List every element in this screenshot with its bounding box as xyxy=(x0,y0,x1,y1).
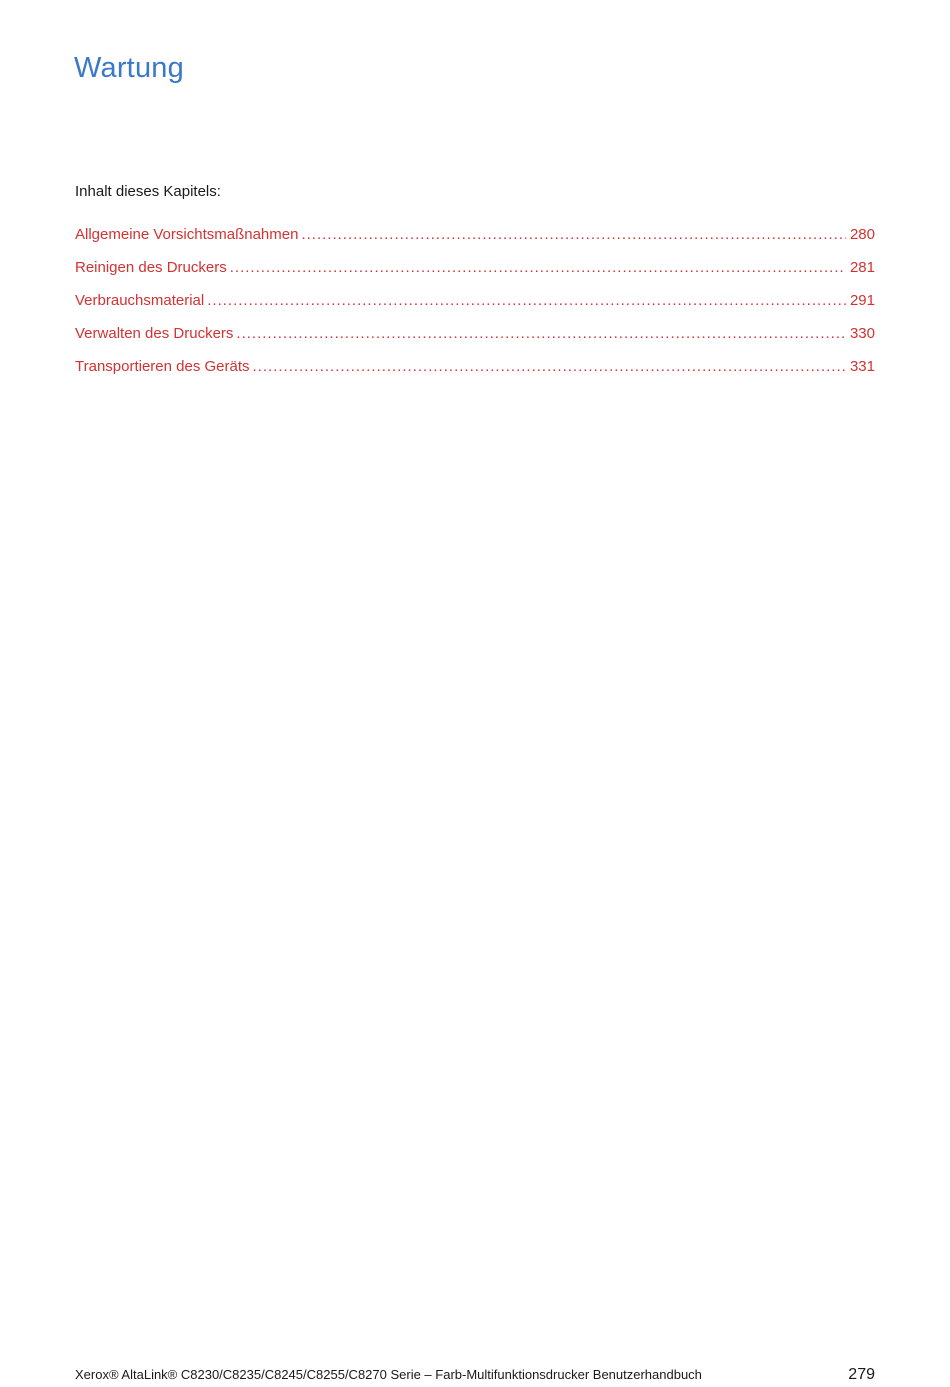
toc-dot-leader xyxy=(230,259,846,276)
toc-entry-managing-printer[interactable] xyxy=(75,325,875,358)
toc-dot-leader xyxy=(253,358,846,375)
toc-entry-page: 291 xyxy=(849,292,875,309)
toc-dot-leader xyxy=(207,292,846,309)
footer-document-title: Xerox® AltaLink® C8230/C8235/C8245/C8255/C8270 Serie – Farb-Multifunktionsdrucker Benutzerhandbuch xyxy=(75,1367,702,1382)
toc-entry-page: 330 xyxy=(849,325,875,342)
toc-dot-leader xyxy=(301,226,846,243)
footer-page-number: 279 xyxy=(848,1366,875,1383)
toc-entry-page: 280 xyxy=(849,226,875,243)
toc-dot-leader xyxy=(236,325,846,342)
toc-intro: Inhalt dieses Kapitels: xyxy=(75,183,221,200)
toc-entry-general-precautions[interactable] xyxy=(75,226,875,259)
chapter-title: Wartung xyxy=(74,52,184,84)
toc-entry-cleaning-printer[interactable] xyxy=(75,259,875,292)
toc-entry-label: Transportieren des Geräts xyxy=(75,358,250,375)
toc-entry-page: 331 xyxy=(849,358,875,375)
table-of-contents xyxy=(75,226,875,391)
toc-entry-label: Reinigen des Druckers xyxy=(75,259,227,276)
page-footer xyxy=(75,1366,875,1384)
toc-entry-moving-device[interactable] xyxy=(75,358,875,391)
toc-entry-label: Verbrauchsmaterial xyxy=(75,292,205,309)
toc-entry-page: 281 xyxy=(849,259,875,276)
toc-entry-label: Verwalten des Druckers xyxy=(75,325,234,342)
toc-entry-supplies[interactable] xyxy=(75,292,875,325)
toc-entry-label: Allgemeine Vorsichtsmaßnahmen xyxy=(75,226,299,243)
